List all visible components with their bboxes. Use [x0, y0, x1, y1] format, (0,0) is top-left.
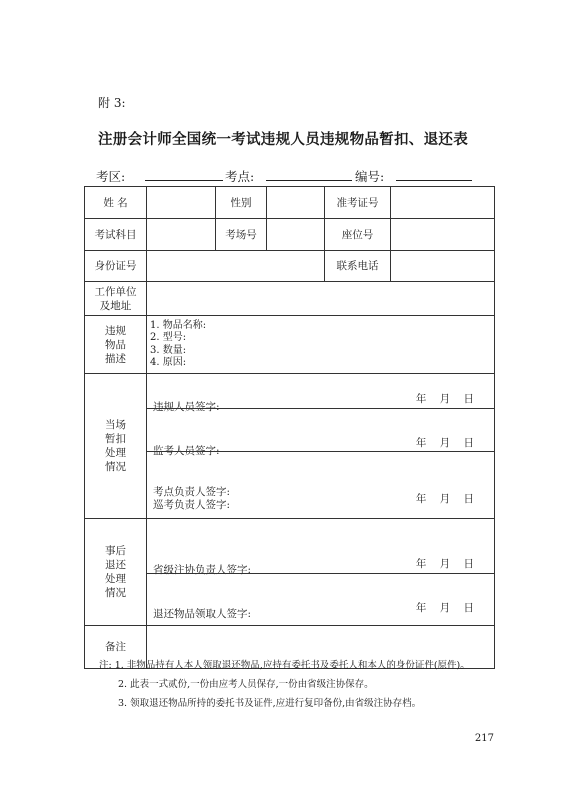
after-label-line3: 处理	[105, 573, 126, 585]
proctor-signature-label: 监考人员签字:	[153, 445, 220, 457]
room-no-field[interactable]	[267, 219, 325, 251]
work-unit-label	[85, 282, 147, 316]
violation-desc-label	[85, 316, 147, 374]
after-label-line1: 事后	[105, 545, 126, 557]
phone-field[interactable]	[391, 251, 495, 282]
onsite-handling-area	[147, 374, 495, 519]
onsite-label-line4: 情况	[105, 461, 126, 473]
divider	[147, 573, 494, 574]
onsite-label-line2: 暂扣	[105, 433, 126, 445]
divider	[147, 408, 494, 409]
form-title: 注册会计师全国统一考试违规人员违规物品暂扣、退还表	[98, 132, 468, 148]
province-date[interactable]: 年 月 日	[415, 558, 474, 570]
after-label-line4: 情况	[105, 587, 126, 599]
page-number: 217	[474, 733, 494, 744]
gender-field[interactable]	[267, 187, 325, 219]
violation-label-line2: 物品	[105, 338, 126, 351]
receiver-date[interactable]: 年 月 日	[415, 602, 474, 614]
attachment-label: 附 3:	[98, 96, 126, 110]
onsite-handling-label	[85, 374, 147, 519]
number-field[interactable]	[396, 180, 472, 181]
item-reason-line: 4. 原因:	[150, 357, 187, 368]
site-head-signature-label: 考点负责人签字:	[153, 486, 231, 498]
work-unit-field[interactable]	[147, 282, 495, 316]
violation-desc-field[interactable]	[147, 316, 495, 374]
province-signature-label: 省级注协负责人签字:	[153, 564, 252, 576]
onsite-label-line1: 当场	[105, 419, 126, 431]
onsite-label-line3: 处理	[105, 447, 126, 459]
admission-no-field[interactable]	[391, 187, 495, 219]
proctor-date[interactable]: 年 月 日	[415, 437, 474, 449]
number-label: 编号:	[355, 169, 385, 184]
remarks-label: 备注	[85, 626, 147, 669]
name-label: 姓 名	[85, 187, 147, 219]
violation-label-line1: 违规	[105, 324, 126, 337]
id-no-label: 身份证号	[85, 251, 147, 282]
note-1: 注: 1. 非物品持有人本人领取退还物品,应持有委托书及委托人和本人的身份证件(原件)。	[99, 660, 470, 671]
subject-label: 考试科目	[85, 219, 147, 251]
after-handling-area	[147, 519, 495, 626]
work-unit-label-line2: 及地址	[99, 299, 132, 312]
work-unit-label-line1: 工作单位	[94, 285, 137, 298]
divider	[147, 451, 494, 452]
note-3: 3. 领取退还物品所持的委托书及证件,应进行复印备份,由省级注协存档。	[118, 698, 422, 709]
item-model-line: 2. 型号:	[150, 332, 187, 343]
violator-date[interactable]: 年 月 日	[415, 393, 474, 405]
site-field[interactable]	[266, 180, 352, 181]
seat-no-label: 座位号	[325, 219, 391, 251]
room-no-label: 考场号	[216, 219, 267, 251]
region-field[interactable]	[145, 180, 223, 181]
region-label: 考区:	[96, 169, 126, 184]
violation-label-line3: 描述	[105, 352, 126, 365]
gender-label: 性别	[216, 187, 267, 219]
item-qty-line: 3. 数量:	[150, 344, 187, 356]
item-name-line: 1. 物品名称:	[150, 319, 207, 331]
subject-field[interactable]	[147, 219, 216, 251]
admission-no-label: 准考证号	[325, 187, 391, 219]
note-2: 2. 此表一式贰份,一份由应考人员保存,一份由省级注协保存。	[118, 679, 374, 690]
site-label: 考点:	[225, 169, 255, 184]
inspector-signature-label: 巡考负责人签字:	[153, 499, 231, 511]
violator-signature-label: 违规人员签字:	[153, 401, 220, 413]
violation-form-table	[84, 186, 495, 669]
name-field[interactable]	[147, 187, 216, 219]
seat-no-field[interactable]	[391, 219, 495, 251]
site-head-date[interactable]: 年 月 日	[415, 493, 474, 505]
phone-label: 联系电话	[325, 251, 391, 282]
receiver-signature-label: 退还物品领取人签字:	[153, 608, 252, 620]
notes-section	[99, 656, 519, 713]
after-label-line2: 退还	[105, 559, 126, 571]
id-no-field[interactable]	[147, 251, 325, 282]
after-handling-label	[85, 519, 147, 626]
